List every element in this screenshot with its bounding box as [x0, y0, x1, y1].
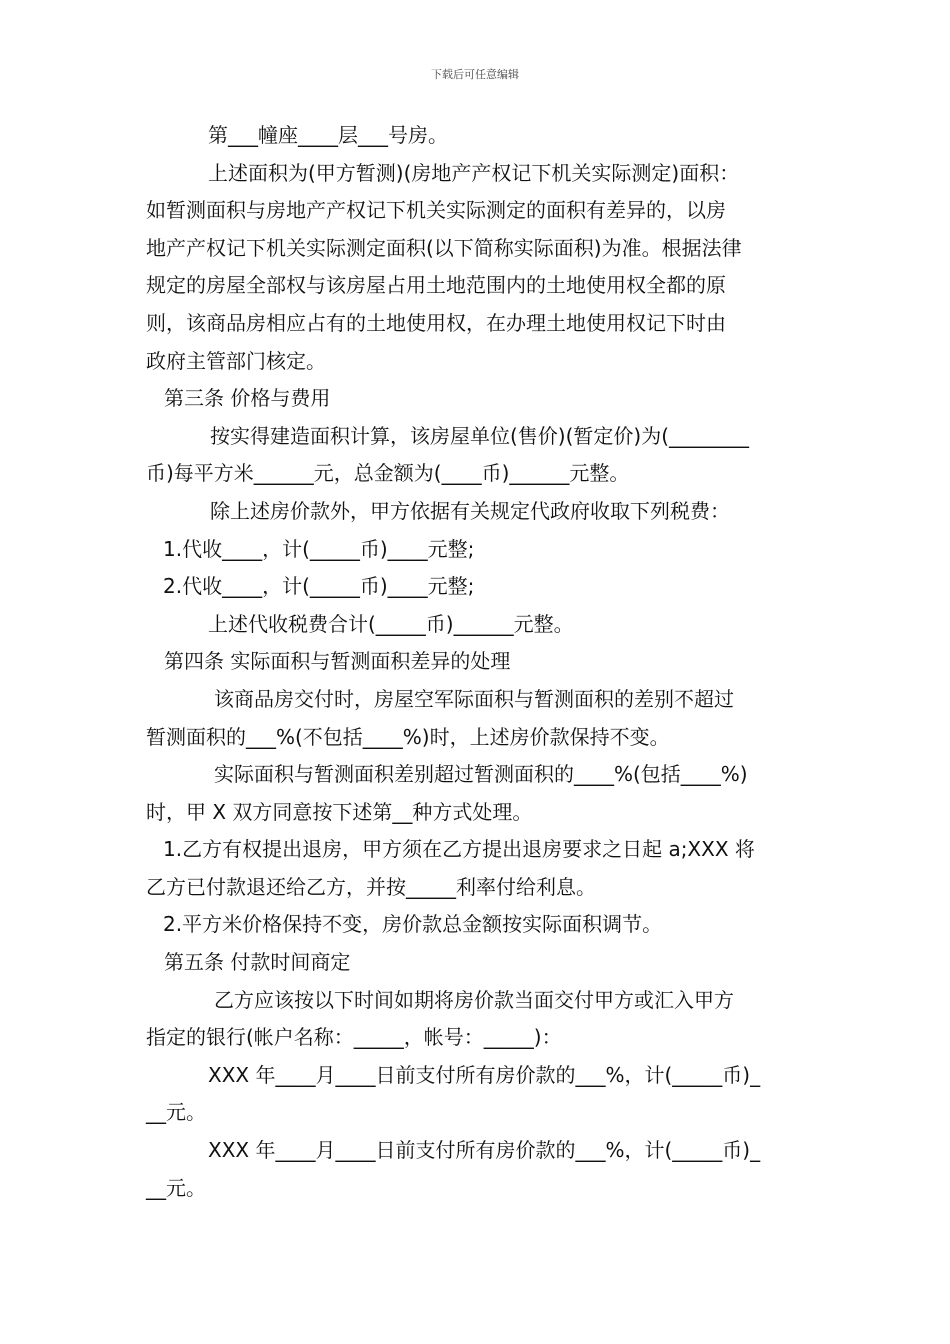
paragraph-line: 则，该商品房相应占有的土地使用权，在办理土地使用权记下时由 [146, 310, 726, 335]
section-heading: 第四条 实际面积与暂测面积差异的处理 [164, 649, 511, 674]
paragraph-line: 时，甲 X 双方同意按下述第__种方式处理。 [146, 799, 533, 824]
section-heading: 第三条 价格与费用 [164, 386, 331, 411]
paragraph-line: 指定的银行(帐户名称：_____，帐号：_____)： [146, 1025, 562, 1050]
page-header: 下载后可任意编辑 [431, 68, 519, 81]
paragraph-line: 按实得建造面积计算，该房屋单位(售价)(暂定价)为(________ [210, 423, 750, 448]
list-item: 1.乙方有权提出退房，甲方须在乙方提出退房要求之日起 a;XXX 将 [163, 837, 755, 862]
paragraph-line: 上述代收税费合计(_____币)______元整。 [208, 611, 574, 636]
paragraph-line: XXX 年____月____日前支付所有房价款的___%，计(_____币)_ [208, 1138, 761, 1163]
paragraph-line: 除上述房价款外，甲方依据有关规定代政府收取下列税费： [210, 498, 730, 523]
paragraph-line: 乙方应该按以下时间如期将房价款当面交付甲方或汇入甲方 [214, 987, 734, 1012]
paragraph-line: 实际面积与暂测面积差别超过暂测面积的____%(包括____%) [214, 762, 748, 787]
paragraph-line: 规定的房屋全部权与该房屋占用土地范围内的土地使用权全都的原 [146, 273, 726, 298]
paragraph-line: XXX 年____月____日前支付所有房价款的___%，计(_____币)_ [208, 1062, 761, 1087]
paragraph-line: 如暂测面积与房地产产权记下机关实际测定的面积有差异的，以房 [146, 198, 726, 223]
paragraph-line: 第___幢座____层___号房。 [208, 123, 448, 147]
section-heading: 第五条 付款时间商定 [164, 950, 351, 975]
paragraph-line: __元。 [146, 1175, 206, 1200]
paragraph-line: __元。 [146, 1100, 206, 1125]
document-body [146, 117, 810, 1207]
list-item: 1.代收____，计(_____币)____元整; [163, 536, 475, 561]
list-item: 2.代收____，计(_____币)____元整; [163, 574, 475, 599]
paragraph-line: 币)每平方米______元，总金额为(____币)______元整。 [146, 461, 630, 486]
paragraph-line: 政府主管部门核定。 [146, 348, 326, 373]
paragraph-line: 地产产权记下机关实际测定面积(以下简称实际面积)为准。根据法律 [146, 235, 742, 260]
list-item: 2.平方米价格保持不变，房价款总金额按实际面积调节。 [163, 912, 663, 937]
paragraph-line: 乙方已付款退还给乙方，并按_____利率付给利息。 [146, 874, 596, 899]
paragraph-line: 暂测面积的___%(不包括____%)时，上述房价款保持不变。 [146, 724, 670, 749]
paragraph-line: 上述面积为(甲方暂测)(房地产产权记下机关实际测定)面积： [208, 160, 740, 185]
paragraph-line: 该商品房交付时，房屋空军际面积与暂测面积的差别不超过 [214, 686, 734, 711]
